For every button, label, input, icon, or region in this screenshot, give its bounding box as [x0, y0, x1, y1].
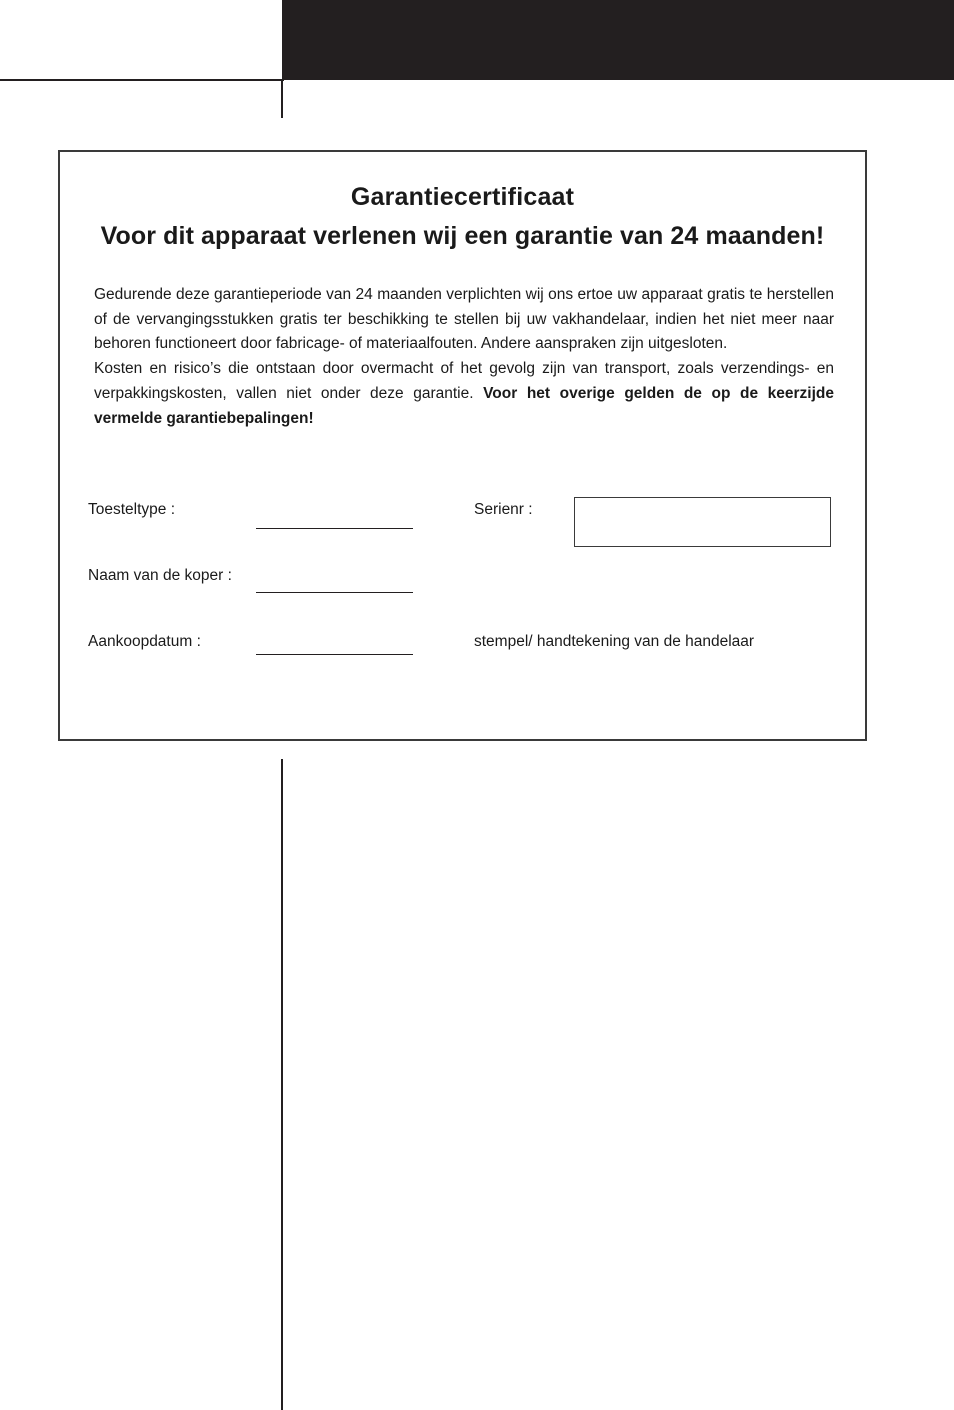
exclusions-bold-text: Voor het overige gelden de op de keerzijde vermelde garantiebepalingen! [94, 384, 834, 427]
serial-number-field[interactable] [574, 497, 831, 547]
purchase-date-label: Aankoopdatum : [88, 633, 201, 650]
serial-number-label: Serienr : [474, 501, 533, 518]
vertical-divider-top [281, 80, 283, 118]
buyer-name-label: Naam van de koper : [88, 567, 232, 584]
warranty-terms-paragraph: Gedurende deze garantieperiode van 24 maanden verplichten wij ons ertoe uw apparaat gratis te herstellen of de vervangingsstukken gratis ter beschikking te stellen bij uw vakhandelaar, indien het niet meer naar behoren functioneert door fabricage- of materiaalfouten. Andere aanspraken zijn uitgesloten. [94, 286, 834, 353]
purchase-date-field[interactable] [256, 654, 413, 655]
buyer-name-field[interactable] [256, 592, 413, 593]
vertical-divider-bottom [281, 759, 283, 1410]
certificate-subtitle: Voor dit apparaat verlenen wij een garantie van 24 maanden! [100, 222, 825, 250]
header-bar [282, 0, 954, 80]
dealer-stamp-label: stempel/ handtekening van de handelaar [474, 633, 755, 650]
header-rule [0, 79, 284, 81]
certificate-title: Garantiecertificaat [350, 183, 575, 211]
exclusions-paragraph [94, 357, 834, 431]
exclusions-text: Kosten en risico’s die ontstaan door overmacht of het gevolg zijn van transport, zoals verzendings- en verpakkingskosten, vallen niet onder deze garantie. [94, 360, 834, 402]
device-type-label: Toesteltype : [88, 501, 176, 518]
certificate-body [94, 283, 834, 431]
warranty-certificate [58, 150, 867, 741]
device-type-field[interactable] [256, 528, 413, 529]
